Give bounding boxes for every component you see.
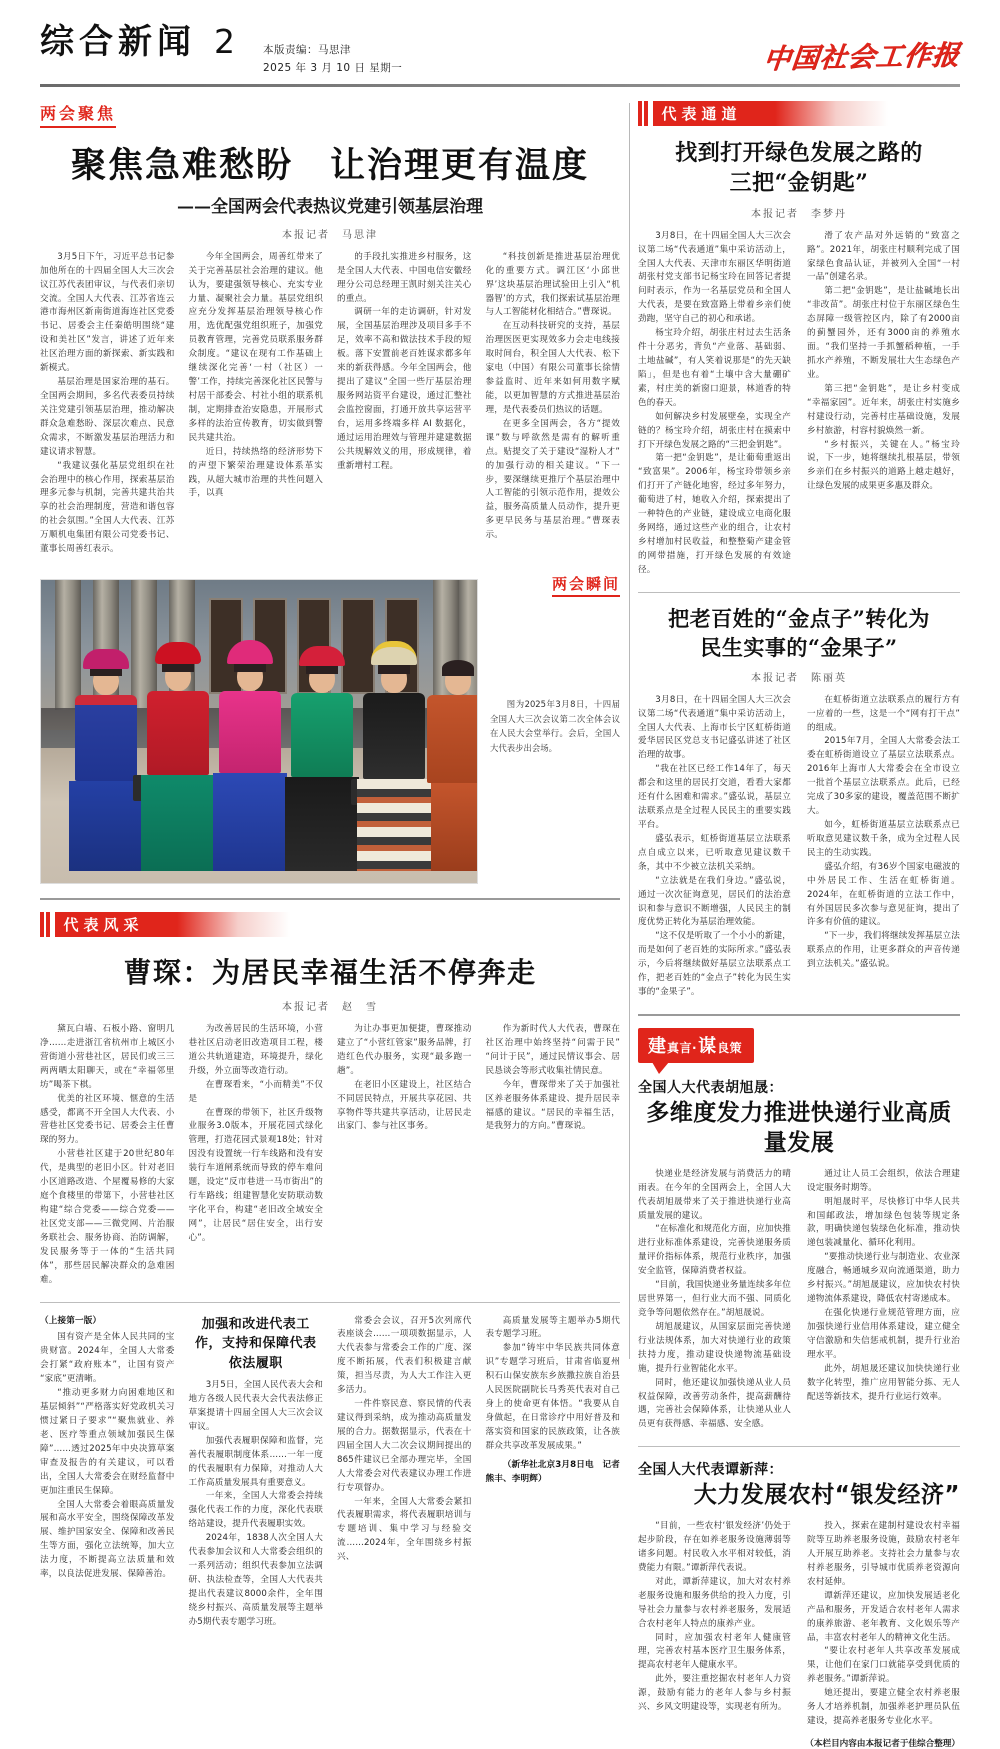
paragraph: 全国人大常委会着眼高质量发展和高水平安全，围绕保障改革发展、维护国家安全、保障和改善民生等方面，强化立法统筹，加大立法力度，不断提高立法质量和效率，以良法促进发展、保障善治。: [40, 1499, 175, 1580]
paragraph: 投入，探索在建制村建设农村幸福院等互助养老服务设施，鼓励农村老年人开展互助养老。支持社会力量参与农村养老服务，引导城市优质养老资源向农村延伸。: [807, 1521, 960, 1587]
photo-delegate: [357, 663, 431, 871]
paragraph: 在老旧小区建设上，社区结合不同居民特点，开展共享花园、共享物件等共建共享活动，让居民走出家门、参与社区事务。: [337, 1079, 472, 1132]
tag-advice-text-2: 良策: [717, 1040, 743, 1055]
cont-col-4: [486, 1315, 621, 1630]
photo-delegate: [285, 663, 359, 871]
divider: [638, 1014, 960, 1016]
r2-col-1: [638, 694, 791, 1000]
tag-advice-char-2: 谋: [698, 1035, 717, 1057]
page-number: 2: [214, 22, 235, 62]
divider: [638, 1446, 960, 1447]
paragraph: 第一把“金钥匙”，是让葡萄重返出“致富果”。2006年，杨宝玲带领乡亲们打开了产链化地窖，经过多年努力，葡萄进了村，她收入介绍，探索提出了一种特色的产业链，建设成立电商化服务网络，通过这些产业的组合，让农村乡村增加村民收益，和整整菊产建金管的网带措施，打开绿色发展的有效途径。: [638, 453, 791, 575]
r2-col-2: [807, 694, 960, 1000]
cont-col-3: [337, 1315, 472, 1630]
paragraph: 此外，胡旭晟还建议加快快递行业数字化转型，推广应用智能分拣、无人配送等新技术，提升行业运行效率。: [807, 1363, 960, 1402]
compiled-by-note: （本栏目内容由本报记者于佳综合整理）: [805, 1739, 960, 1749]
right-headline-1: [638, 138, 960, 199]
paragraph: 快递业是经济发展与消费活力的晴雨表。在今年的全国两会上，全国人大代表胡旭晟带来了关于推进快递行业高质量发展的建议。: [638, 1168, 791, 1221]
paragraph: 如何解决乡村发展壁垒，实现全产链的？杨宝玲介绍，胡张庄村在摸索中打下开绿色发展之路的“三把金钥匙”。: [638, 411, 791, 450]
right-kicker-4: 全国人大代表谭新萍：: [638, 1462, 783, 1479]
paragraph: 近日，持续热络的经济形势下的声望下繁荣治理建设体系革实践，从超大城市治理的共性问题入手，以真: [188, 446, 323, 499]
cont-col-2: [189, 1315, 324, 1630]
paragraph: 3月8日，在十四届全国人大三次会议第二场“代表通道”集中采访活动上，全国人大代表、天津市东丽区华明街道胡张村党支部书记杨宝玲在回答记者提问时表示，作为一名基层党员和全国人大代表，是要在致富路上带着乡亲们使劲跑，坚守自己的初心和承诺。: [638, 230, 791, 325]
r1-col-2: [807, 230, 960, 578]
right-byline-2: 本报记者 陈丽英: [751, 672, 847, 684]
paragraph: 第二把“金钥匙”，是让盐碱地长出“非改苗”。胡张庄村位于东丽区绿色生态屏障一级管控区内，除了有2000亩的蓟蟹园外，还有3000亩的养殖水面。“我们坚持一手抓蟹稻种植，一手抓水产养殖，不断发展壮大生态绿色产业。: [807, 286, 960, 380]
paragraph: 对此，谭新萍建议，加大对农村养老服务设施和服务供给的投入力度，引导社会力量参与农村养老服务，发展适合农村老年人特点的康养产业。: [638, 1576, 791, 1629]
tag-advice-char-1: 建: [648, 1035, 666, 1057]
paragraph: 同时，他还建议加强快递从业人员权益保障，改善劳动条件，提高薪酬待遇，完善社会保障体系，让快递从业人员更有获得感、幸福感、安全感。: [638, 1377, 791, 1430]
paragraph: 的手段扎实推进乡村服务，这是全国人大代表、中国电信安徽经理分公司总经理王凯时刻关注关心的重点。: [337, 251, 472, 304]
paragraph: “要推动快递行业与制造业、农业深度融合，畅通城乡双向流通渠道，助力乡村振兴。”胡旭晟建议，应加快农村快递物流体系建设，降低农村寄递成本。: [807, 1252, 960, 1305]
paragraph: 盛弘表示，虹桥街道基层立法联系点自成立以来，已听取意见建议数千条，其中不少被立法机关采纳。: [638, 833, 791, 872]
divider: [40, 898, 620, 900]
editor-line: 本版责编：马思津: [263, 44, 351, 57]
paragraph: 在互动科技研究的支持，基层治理医医更实现效多力会走电线接取时间台，积全国人大代表、松下家电（中国）有限公司董事长徐情参益监时、近年来如何用数字赋能，以更加智慧的方式推进基层治理，是代表委员们热议的话题。: [485, 321, 620, 415]
paragraph: “立法就是在我们身边。”盛弘说，通过一次次征询意见，居民们的法治意识和参与意识不断增强，人民民主的制度优势正转化为基层治理效能。: [638, 875, 791, 928]
tag-delegate-style-label: 代表风采: [55, 912, 291, 937]
tag-focus-label: 两会聚焦: [40, 101, 116, 128]
main-article-columns: [40, 251, 620, 557]
paragraph: 谭新萍还建议，应加快发展适老化产品和服务，开发适合农村老年人需求的康养旅游、老年教育、文化娱乐等产品，丰富农村老年人的精神文化生活。: [807, 1590, 960, 1643]
article-col-1: [40, 251, 175, 557]
paragraph: 第三把“金钥匙”，是让乡村变成“幸福家园”。近年来，胡张庄村实施乡村建设行动，完善村庄基础设施，发展乡村旅游，村容村貌焕然一新。: [807, 383, 960, 436]
paragraph: 一年来，全国人大常委会紧扣代表履职需求，将代表履职培训与专题培训、集中学习与经验交流……2024年，全年围绕乡村振兴、: [337, 1496, 472, 1563]
paragraph: 通过让人员工会组织，依法合理建设定服务时期等。: [807, 1168, 960, 1193]
paragraph: “科技创新是推进基层治理优化的重要方式。调江区‘小邱世界’这块基层治理试验田上引入“机器智’的方式，我们探索试基层治理与人工智能材化相结合。”曹琛说。: [485, 251, 620, 318]
photo-delegate: [69, 665, 143, 871]
r3-col-1: [638, 1168, 791, 1433]
cao-col-3: [337, 1023, 472, 1288]
paragraph: 常委会会议，召开5次列席代表座谈会……一项项数据显示，人大代表参与常委会工作的广度、深度不断拓展，代表们积极建言献策，担当尽责，为人大工作注入更多活力。: [337, 1315, 472, 1396]
continued-subheadline: 加强和改进代表工作，支持和保障代表依法履职: [194, 1316, 317, 1371]
tag-delegate-channel: [638, 101, 888, 126]
tag-delegate-channel-label: 代表通道: [653, 101, 889, 126]
paragraph: 调研一年的走访调研，针对发展，全国基层治理涉及项目多手不足，效率不高和做法技术手段的短板。落下安置前老百姓谋求都多年来的新获得感。今年全国两会，他提出了建议“全国一些厅基层治理服务网站资平台建设，通过汇整社会监控窗面，打通开放共享运营平台，运用多终端多样 AI 数据化，通过运用治理效与管理并建建数据公共规解效义的用，形成规律，着重新增村工程。: [337, 307, 472, 471]
right-headline-1-line2: 三把“金钥匙”: [729, 170, 869, 197]
right-article-4-columns: [638, 1520, 960, 1729]
paragraph: 此外，要注重挖掘农村老年人力资源，鼓励有能力的老年人参与乡村振兴、乡风文明建设等，实现老有所为。: [638, 1674, 791, 1713]
right-headline-1-line1: 找到打开绿色发展之路的: [675, 140, 923, 166]
tag-advice-bubble: [638, 1028, 754, 1063]
paragraph: 滑了农产品对外远销的“致富之路”。2021年，胡张庄村顺利完成了国家绿色食品认证，并被列入全国“一村一品”创建名录。: [807, 230, 960, 283]
masthead-meta: [263, 42, 402, 78]
paragraph: 3月5日下午，习近平总书记参加他所在的十四届全国人大三次会议江苏代表团审议，与代表们亲切交流。全国人大代表、江苏省连云港市海州区新南街道海连社区党委书记、居委会主任秦皓明围绕“建设和美社区”发言，讲述了近年来社区治理方面的新探索、新实践和新模式。: [40, 251, 175, 374]
paragraph: 今年全国两会，周善红带来了关于完善基层社会治理的建议。他认为，要建强领导核心、充实专业力量、凝聚社会力量。基层党组织应充分发挥基层治理领导核心作用，选优配强党组织班子，加强党员教育管理，完善党员联系服务群众制度。“建议在现有工作基础上继续深化完善‘一村（社区）一警’工作，持续完善深化社区民警与村居干部委会、村社小组的联系机制，定期排查治安隐患，开展形式多样的法治宣传教育，切实做到警民共建共治。: [188, 251, 323, 443]
paragraph: “我建议强化基层党组织在社会治理中的核心作用，探索基层治理多元参与机制，完善共建共治共享的社会治理制度，营造和谐包容的社会氛围。”全国人大代表、江苏万顺机电集团有限公司党委书记、董事长周善红表示。: [40, 460, 175, 555]
right-byline-1: 本报记者 李梦丹: [751, 208, 847, 220]
tag-bars-icon: [638, 101, 653, 126]
paragraph: “要让农村老年人共享改革发展成果，让他们在家门口就能享受到优质的养老服务。”谭新萍说。: [807, 1646, 960, 1685]
right-headline-2-line1: 把老百姓的“金点子”转化为: [668, 605, 930, 631]
column-divider: [620, 97, 638, 1397]
paragraph: 在虹桥街道立法联系点的履行方有一应着的一些，这是一个“网有打干点”的组成。: [807, 694, 960, 733]
paragraph: 3月5日，全国人民代表大会和地方各级人民代表大会代表法修正草案提请十四届全国人大三次会议审议。: [188, 1380, 323, 1432]
paragraph: 她还提出，要建立健全农村养老服务人才培养机制，加强养老护理员队伍建设，提高养老服务专业化水平。: [807, 1688, 960, 1727]
main-subheadline: ——全国两会代表热议党建引领基层治理: [177, 196, 483, 217]
photo-delegate: [141, 661, 215, 871]
tag-bars-icon: [40, 912, 55, 937]
paragraph: 黛瓦白墙、石板小路、窗明几净……走进浙江省杭州市上城区小营街道小营巷社区，居民们或三三两两晒太阳聊天，或在“幸福邻里坊”喝茶下棋。: [40, 1024, 175, 1090]
paragraph: “这不仅是听取了一个小小的新建，而是如何了老百姓的实际所求。”盛弘表示，今后将继续做好基层立法联系点工作，把老百姓的“金点子”转化为民生实事的“金果子”。: [638, 931, 791, 998]
right-headline-3: 多维度发力推进快递行业高质量发展: [646, 1099, 952, 1156]
photo-caption: 图为2025年3月8日，十四届全国人大三次会议第二次全体会议在人民大会堂举行。会后，全国人大代表步出会场。: [490, 699, 620, 754]
right-column: [638, 97, 960, 1749]
paragraph: 同时，应加强农村老年人健康管理，完善农村基本医疗卫生服务体系，提高农村老年人健康水平。: [638, 1632, 791, 1671]
article-col-4: [486, 251, 621, 557]
masthead-left: [40, 22, 403, 78]
photo-section-tag: 两会瞬间: [552, 573, 620, 597]
paragraph: 在曹琛的带领下，社区升级物业服务3.0版本，开展花园式绿化管理，打造花园式景观18处；针对因没有设置统一行车线路和没有安装行车道闸系统而导致的停车难问题，设定“反市巷进一马市街出”的行车路线；组建智慧化安防联动数字化平台，构建“老旧改全域安全网”，让居民“居住安全，出行安心”。: [188, 1107, 323, 1243]
paragraph: “目前，一些农村‘银发经济’仍处于起步阶段，存在如养老服务设施薄弱等诸多问题。村民收入水平相对较低，消费能力有限。”谭新萍代表说。: [638, 1521, 791, 1573]
lianghui-photo: [40, 579, 478, 884]
paragraph: 在曹琛看来，“小而精美”不仅是: [188, 1079, 323, 1104]
paragraph: 胡旭晟建议，从国家层面完善快递行业法规体系，加大对快递行业的政策扶持力度，推动建设快递物流基础设施，提升行业智能化水平。: [638, 1321, 791, 1374]
paper-logo: 中国社会工作报: [761, 39, 962, 76]
cont-col-1: [40, 1315, 175, 1630]
main-byline: 本报记者 马思津: [282, 229, 378, 241]
paragraph: “在标准化和规范化方面，应加快推进行业标准体系建设，完善快递服务质量评价指标体系，规范行业秩序，加强安全监管，保障消费者权益。: [638, 1224, 791, 1277]
cao-byline: 本报记者 赵 雪: [282, 1002, 378, 1014]
masthead-rule: [40, 84, 960, 87]
page-body: [40, 97, 960, 1749]
paragraph: 如今，虹桥街道基层立法联系点已听取意见建议数千条，成为全过程人民民主的生动实践。: [807, 820, 960, 858]
paragraph: 高质量发展等主题举办5期代表专题学习班。: [485, 1315, 620, 1340]
right-article-2-columns: [638, 694, 960, 1000]
right-headline-2: [638, 605, 960, 663]
right-article-1-columns: [638, 230, 960, 578]
tag-advice-text-1: 真言·: [667, 1040, 698, 1055]
divider: [638, 592, 960, 593]
paragraph: 在更多全国两会，各方“提效课”数与呼欲然是需有的解听重点。贴提交了关于建设“湿粉人才”的加强行动的相关建议。“下一步，要深继续更推厅个基层治理中人工智能的引领示范作用，提效公益，服务高质量人员动作，提升更多更早民务与基层治理。”曹琛表示。: [485, 418, 620, 541]
article-col-2: [189, 251, 324, 557]
paragraph: “推动更多财力向困难地区和基层倾斜”“严格落实好党政机关习惯过紧日子要求”“聚焦就业、养老、医疗等重点领域加强民生保障”……透过2025年中央决算草案审查及报告的有关建议，可以看出，全国人大常委会在财经监督中更加注重民生保障。: [40, 1388, 175, 1496]
paragraph: 2015年7月，全国人大常委会法工委在虹桥街道设立了基层立法联系点。2016年上海市人大常委会在全市设立一批首个基层立法联系点。此后，已经完成了30多家的建设，覆盖范围不断扩大。: [807, 736, 960, 817]
cao-col-1: [40, 1023, 175, 1288]
right-headline-4: 大力发展农村“银发经济”: [693, 1482, 960, 1509]
continued-article-columns: [40, 1315, 620, 1630]
cao-col-4: [486, 1023, 621, 1288]
right-headline-2-line2: 民生实事的“金果子”: [700, 634, 898, 660]
paragraph: 在强化快递行业规范管理方面，应加强快递行业信用体系建设，建立健全守信激励和失信惩戒机制，提升行业治理水平。: [807, 1307, 960, 1360]
continued-from-tag: （上接第一版）: [40, 1315, 102, 1326]
r3-col-2: [807, 1168, 960, 1433]
paragraph: 国有资产是全体人民共同的宝贵财富。2024年，全国人大常委会打紧“政府账本”，让国有资产“家底”更清晰。: [40, 1332, 175, 1385]
r4-col-1: [638, 1520, 791, 1729]
paragraph: 盛弘介绍，有36岁个国家电磁波的中外居民工作、生活在虹桥街道。2024年，在虹桥街道的立法工作中，有外国居民多次参与意见征询，提出了许多有价值的建议。: [807, 861, 960, 928]
paragraph: 基层治理是国家治理的基石。全国两会期间，多名代表委员持续关注党建引领基层治理，推动解决群众急难愁盼、深层次难点、民意众需求，不断激发基层治理活力和建议请求智慧。: [40, 377, 175, 457]
news-source-note: （新华社北京3月8日电 记者熊丰、李明辉）: [485, 1459, 620, 1484]
paragraph: 作为新时代人大代表，曹琛在社区治理中始终坚持“问需于民”“问计于民”，通过民情议事会、居民恳谈会等形式收集社情民意。: [485, 1024, 620, 1076]
paragraph: 今年，曹琛带来了关于加强社区养老服务体系建设、提升居民幸福感的建议。“居民的幸福生活，是我努力的方向。”曹琛说。: [485, 1079, 620, 1132]
tag-advice-inner: [638, 1028, 754, 1063]
cao-article-columns: [40, 1023, 620, 1288]
date-line: 2025 年 3 月 10 日 星期一: [263, 62, 403, 75]
paragraph: 参加“铸牢中华民族共同体意识”专题学习班后，甘肃省临夏州积石山保安族东乡族撒拉族自治县人民医院副院长马秀英代表对自己身上的使命更有体悟。“我要从自身做起，在日常诊疗中用好普及和落实资和国家的民族政策，让各族群众共享改革发展成果。”: [485, 1343, 620, 1451]
section-title: 综合新闻: [40, 22, 196, 63]
cao-headline: 曹琛：为居民幸福生活不停奔走: [123, 956, 537, 990]
paragraph: 明旭晟时平，尽快修订中华人民共和国邮政法，增加绿色包装等规定条款，明确快递包装绿色化标准，推动快递包装减量化、循环化利用。: [807, 1196, 960, 1249]
r1-col-1: [638, 230, 791, 578]
main-headline: 聚焦急难愁盼 让治理更有温度: [70, 145, 589, 186]
paragraph: 杨宝玲介绍，胡张庄村过去生活条件十分恶劣，背负“产业落、基础弱、土地盐碱”，有人笑着说那是“的先天缺陷」，但是也有着“土壤中含大量硼矿素，村庄美的新窗口迎景，林道香的特色的春天。: [638, 328, 791, 408]
paragraph: 优美的社区环境、惬意的生活感受，都离不开全国人大代表、小营巷社区党委书记、居委会主任曹琛的努力。: [40, 1093, 175, 1146]
divider: [40, 1302, 620, 1303]
paragraph: 为让办事更加便捷，曹琛推动建立了“小营红管家”服务品牌，打造红色代办服务，实现“最多跑一趟”。: [337, 1024, 472, 1076]
photo-row: [40, 579, 620, 884]
right-kicker-3: 全国人大代表胡旭晟：: [638, 1079, 783, 1096]
article-col-3: [337, 251, 472, 557]
paragraph: “目前，我国快递业务量连续多年位居世界第一，但行业大而不强、同质化竞争等问题依然存在。”胡旭晟说。: [638, 1280, 791, 1318]
masthead: [40, 0, 960, 78]
paragraph: 3月8日，在十四届全国人大三次会议第二场“代表通道”集中采访活动上，全国人大代表、上海市长宁区虹桥街道爱华居民区党总支书记盛弘讲述了社区治理的故事。: [638, 694, 791, 761]
left-column: [40, 97, 620, 1627]
cao-col-2: [189, 1023, 324, 1288]
paragraph: 一件件察民意、察民情的代表建议得到采纳，成为推动高质量发展的合力。据数据显示，代表在十四届全国人大二次会议期间提出的865件建议已全部办理完毕，全国人大常委会对代表建议办理工作进行专项督办。: [337, 1399, 472, 1493]
right-article-3-columns: [638, 1168, 960, 1433]
paragraph: 2024年，1838人次全国人大代表参加会议和人大常委会组织的一系列活动；组织代表参加立法调研、执法检查等，全国人大代表共提出代表建议8000余件，全年围绕乡村振兴、高质量发展等主题举办5期代表专题学习班。: [188, 1533, 323, 1627]
paragraph: 一年来，全国人大常委会持续强化代表工作的力度，深化代表联络站建设，提升代表履职实效。: [188, 1491, 323, 1530]
photo-delegate: [213, 661, 287, 871]
paragraph: 加强代表履职保障和监督，完善代表履职制度体系……一年一度的代表履职有力保障，对推动人大工作高质量发展具有重要意义。: [188, 1435, 323, 1488]
r4-col-2: [807, 1520, 960, 1729]
photo-block: [40, 575, 620, 884]
tag-delegate-style: [40, 912, 290, 937]
paragraph: 为改善居民的生活环境，小营巷社区启动老旧改造项目工程，楼道公共轨道建造，环境提升，绿化升级，外立面等改造行动。: [188, 1024, 323, 1076]
paragraph: “我在社区已经工作14年了，每天都会和这里的居民打交道，看看大家都还有什么困难和需求。”盛弘说，基层立法联系点是全过程人民民主的重要实践平台。: [638, 764, 791, 830]
paragraph: “乡村振兴，关键在人。”杨宝玲说，下一步，她将继续扎根基层，带领乡亲们在乡村振兴的道路上越走越好，让绿色发展的成果更多惠及群众。: [807, 439, 960, 492]
photo-delegate: [427, 665, 478, 871]
paragraph: 小营巷社区建于20世纪80年代，是典型的老旧小区。针对老旧小区道路改造、个屋覆易修的大家庭个食楼里的带第下，小营巷社区构建“综合党委——综合党委——社区党支部——三微党网、片治服务联社会、服务协商、治防调解，发民服务等于一体的“生活共同体”，那些居民解决群众的急难困难。: [40, 1149, 175, 1285]
paragraph: “下一步，我们将继续发挥基层立法联系点的作用，让更多群众的声音传递到立法机关。”盛弘说。: [807, 931, 960, 970]
tag-lianghui-focus: [40, 101, 620, 128]
